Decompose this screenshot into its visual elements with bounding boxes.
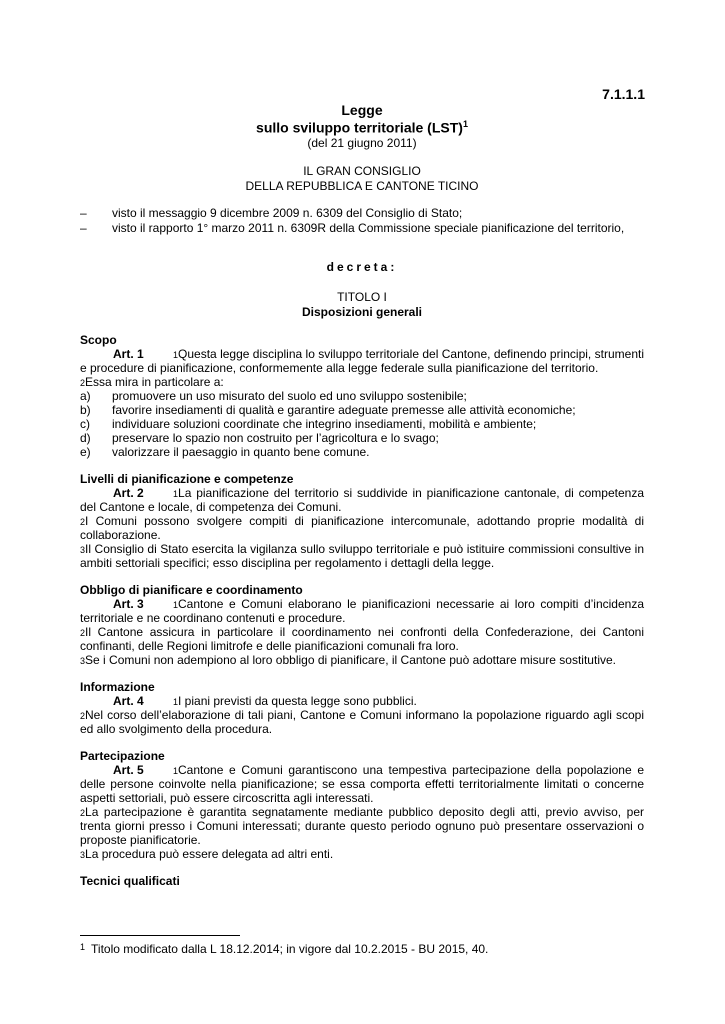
paragraph — [80, 486, 644, 514]
paragraph-number: 1 — [173, 600, 179, 610]
law-subtitle — [80, 119, 644, 136]
preamble-dash: – — [80, 206, 87, 220]
preamble-text: visto il rapporto 1° marzo 2011 n. 6309R della Commissione speciale pianificazione del territorio, — [112, 221, 625, 235]
paragraph-number: 2 — [80, 711, 86, 721]
paragraph-number: 1 — [173, 697, 179, 707]
paragraph-text: La pianificazione del territorio si suddivide in pianificazione cantonale, di competenza del Cantone e locale, di competenza dei Comuni. — [80, 486, 644, 514]
footnote — [80, 942, 488, 956]
paragraph-text: Il Cantone assicura in particolare il coordinamento nei confronti della Confederazione, dei Cantoni confinanti, delle Regioni limitrofe e delle pianificazioni comunali fra loro. — [80, 625, 644, 653]
paragraph-number: 2 — [80, 808, 86, 818]
law-title: Legge — [341, 102, 383, 118]
paragraph — [80, 694, 644, 708]
paragraph-number: 1 — [173, 489, 179, 499]
paragraph — [80, 763, 644, 805]
paragraph-text: I piani previsti da questa legge sono pubblici. — [178, 694, 417, 708]
section-partecipazione — [80, 749, 644, 861]
section-title: Informazione — [80, 680, 155, 694]
preamble-list — [80, 206, 644, 236]
section-informazione — [80, 680, 644, 736]
section-title: Scopo — [80, 333, 117, 347]
section-title: Partecipazione — [80, 749, 165, 763]
section-tecnici — [80, 874, 644, 888]
paragraph-number: 3 — [80, 545, 86, 555]
list-item-text: individuare soluzioni coordinate che integrino insediamenti, mobilità e ambiente; — [112, 417, 537, 431]
footnote-reference[interactable]: 1 — [462, 119, 468, 129]
list-item-label: c) — [80, 417, 90, 431]
paragraph-number: 1 — [173, 350, 179, 360]
list-item-label: e) — [80, 445, 91, 459]
paragraph — [80, 542, 644, 570]
paragraph-text: La partecipazione è garantita segnatamente mediante pubblico deposito degli atti, previo avviso, per trenta giorni presso i Comuni interessati; durante questo periodo ognuno può presentare osservazioni o proposte pianificatorie. — [80, 805, 644, 847]
paragraph — [80, 653, 644, 667]
list-item-text: promuovere un uso misurato del suolo ed uno sviluppo sostenibile; — [112, 389, 467, 403]
title-name: Disposizioni generali — [301, 305, 423, 319]
title-number: TITOLO I — [337, 290, 387, 304]
paragraph-number: 2 — [80, 517, 86, 527]
list-item — [80, 403, 644, 417]
paragraph-text: Essa mira in particolare a: — [85, 375, 224, 389]
paragraph-number: 2 — [80, 628, 86, 638]
preamble-item — [80, 221, 644, 236]
paragraph-text: Il Consiglio di Stato esercita la vigilanza sullo sviluppo territoriale e può istituire commissioni consultive in ambiti settoriali specifici; esso disciplina per regolamento i dettagli della legge. — [80, 542, 644, 570]
list-item — [80, 389, 644, 403]
law-subtitle-text: sullo sviluppo territoriale (LST) — [256, 119, 463, 136]
paragraph — [80, 347, 644, 375]
paragraph-text: Se i Comuni non adempiono al loro obbligo di pianificare, il Cantone può adottare misure sostitutive. — [85, 653, 616, 667]
list-item-text: favorire insediamenti di qualità e garantire adeguate premesse alle attività economiche; — [112, 403, 576, 417]
paragraph — [80, 708, 644, 736]
article-number: Art. 3 — [113, 597, 144, 611]
paragraph — [80, 375, 644, 389]
list-item — [80, 431, 644, 445]
paragraph — [80, 625, 644, 653]
paragraph-text: Cantone e Comuni garantiscono una tempestiva partecipazione della popolazione e delle persone coinvolte nella pianificazione; se essa comporta effetti territorialmente limitati o concerne aspetti settoriali, può essere circoscritta agli interessati. — [80, 763, 644, 805]
articles-body — [80, 333, 644, 901]
list-item — [80, 445, 644, 459]
list-item-text: valorizzare il paesaggio in quanto bene comune. — [112, 445, 370, 459]
paragraph — [80, 597, 644, 625]
section-title: Tecnici qualificati — [80, 874, 180, 888]
paragraph — [80, 805, 644, 847]
preamble-item — [80, 206, 644, 221]
section-livelli — [80, 472, 644, 570]
law-date: (del 21 giugno 2011) — [307, 136, 417, 150]
paragraph — [80, 514, 644, 542]
section-title: Livelli di pianificazione e competenze — [80, 472, 294, 486]
footnote-mark: 1 — [80, 942, 86, 952]
decreta-heading: decreta: — [326, 260, 398, 274]
article-number: Art. 2 — [113, 486, 144, 500]
preamble-text: visto il messaggio 9 dicembre 2009 n. 6309 del Consiglio di Stato; — [112, 206, 463, 220]
list-item-label: a) — [80, 389, 91, 403]
issuer-line-2: DELLA REPUBBLICA E CANTONE TICINO — [245, 179, 479, 193]
paragraph-text: Questa legge disciplina lo sviluppo territoriale del Cantone, definendo principi, strumenti e procedure di pianificazione, conformemente alla legge federale sulla pianificazione del territorio. — [80, 347, 644, 375]
section-obbligo — [80, 583, 644, 667]
article-number: Art. 4 — [113, 694, 144, 708]
paragraph-text: La procedura può essere delegata ad altri enti. — [85, 847, 334, 861]
section-title: Obbligo di pianificare e coordinamento — [80, 583, 303, 597]
footnote-separator — [80, 935, 240, 936]
list-item-text: preservare lo spazio non costruito per l’agricoltura e lo svago; — [112, 431, 439, 445]
paragraph-number: 3 — [80, 656, 86, 666]
list-item-label: d) — [80, 431, 91, 445]
document-number: 7.1.1.1 — [602, 86, 645, 102]
paragraph-text: Nel corso dell’elaborazione di tali piani, Cantone e Comuni informano la popolazione riguardo agli scopi ed allo svolgimento della procedura. — [80, 708, 644, 736]
footnote-text: Titolo modificato dalla L 18.12.2014; in vigore dal 10.2.2015 - BU 2015, 40. — [91, 942, 489, 956]
paragraph-text: I Comuni possono svolgere compiti di pianificazione intercomunale, adottando proprie modalità di collaborazione. — [80, 514, 644, 542]
paragraph-text: Cantone e Comuni elaborano le pianificazioni necessarie ai loro compiti d’incidenza territoriale e ne coordinano contenuti e procedure. — [80, 597, 644, 625]
paragraph — [80, 847, 644, 861]
paragraph-number: 2 — [80, 378, 86, 388]
issuer-line-1: IL GRAN CONSIGLIO — [303, 164, 421, 178]
preamble-dash: – — [80, 221, 87, 235]
paragraph-number: 1 — [173, 766, 179, 776]
section-scopo — [80, 333, 644, 459]
list-item-label: b) — [80, 403, 91, 417]
list-item — [80, 417, 644, 431]
paragraph-number: 3 — [80, 850, 86, 860]
article-number: Art. 1 — [113, 347, 144, 361]
article-number: Art. 5 — [113, 763, 144, 777]
